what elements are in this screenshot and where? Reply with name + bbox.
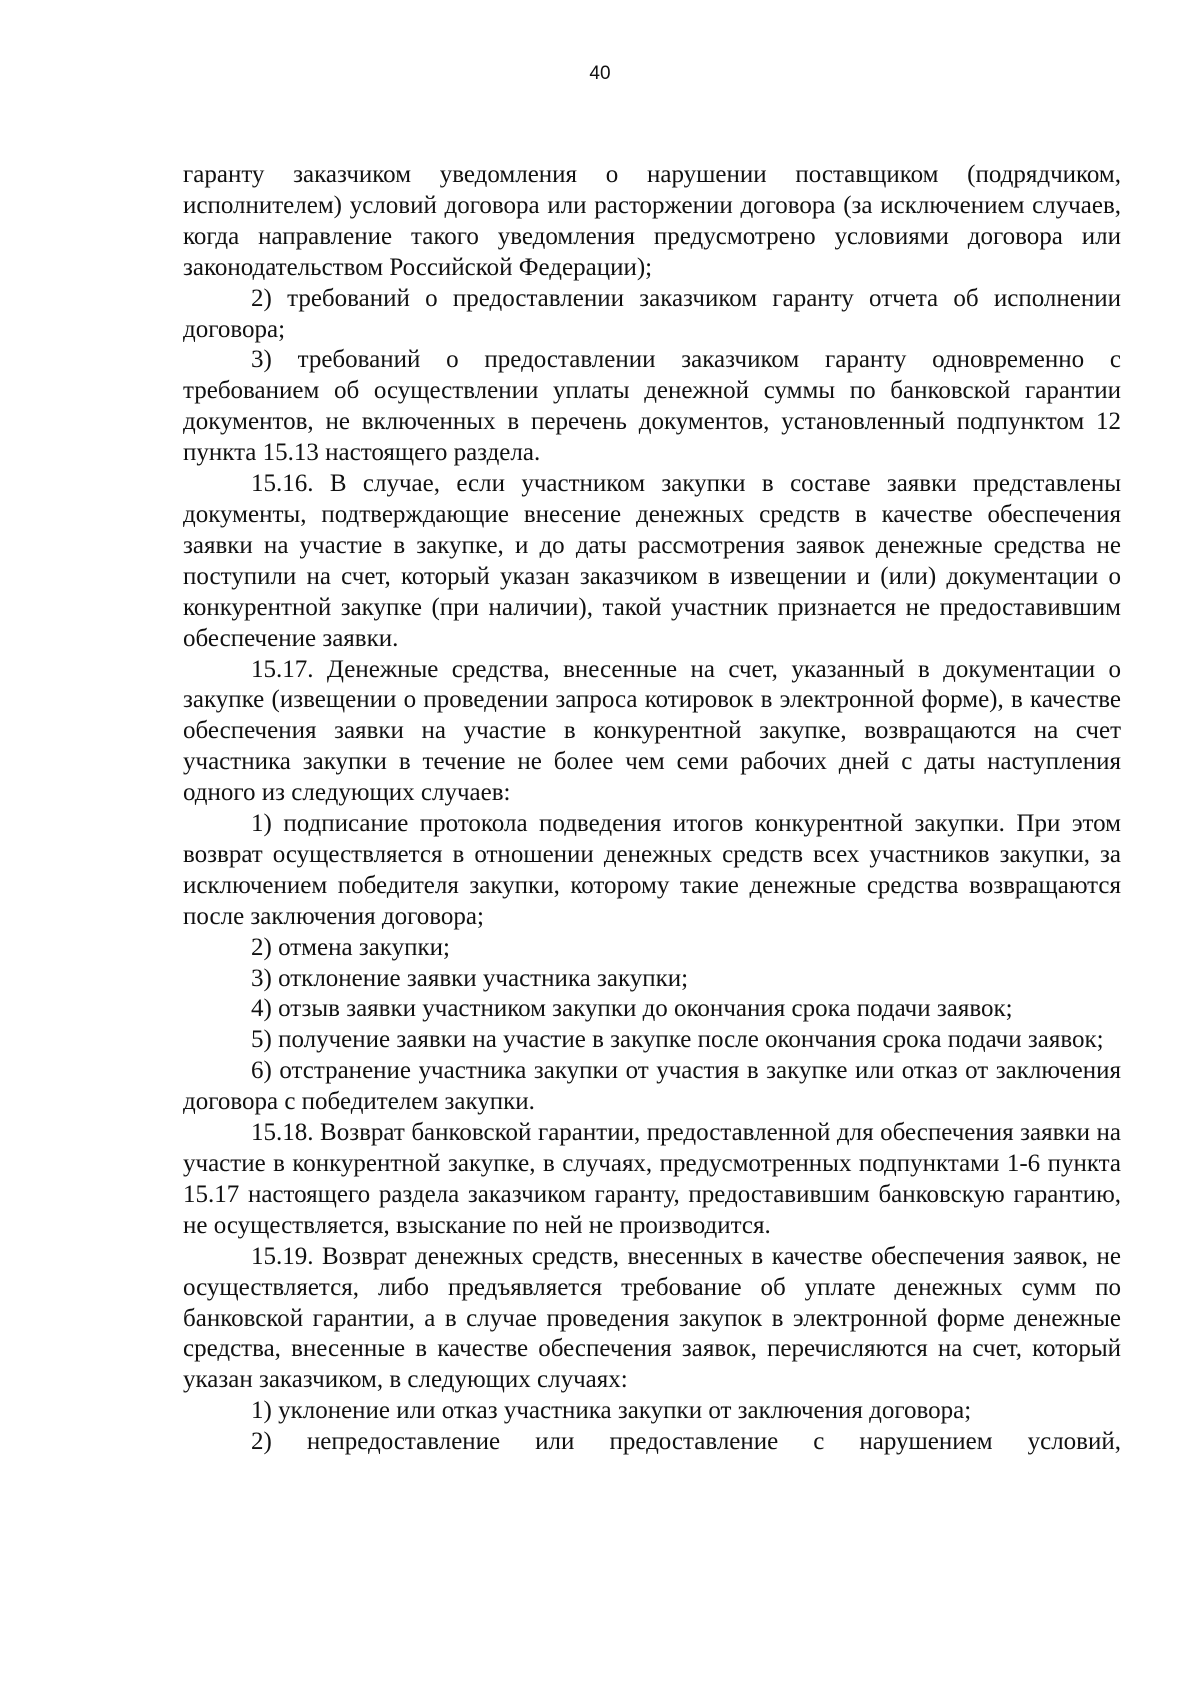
paragraph-15-17-item-6: 6) отстранение участника закупки от участия в закупке или отказ от заключения договора с победителем закупки. xyxy=(183,1057,1121,1116)
paragraph-15-19-item-1: 1) уклонение или отказ участника закупки от заключения договора; xyxy=(251,1397,972,1425)
page-number: 40 xyxy=(589,63,611,84)
paragraph-item-3-documents: 3) требований о предоставлении заказчиком гаранту одновременно с требованием об осуществлении уплаты денежной суммы по банковской гарантии документов, не включенных в перечень документов, установленный подпунктом 12 пункта 15.13 настоящего раздела. xyxy=(183,346,1121,467)
paragraph-15-16: 15.16. В случае, если участником закупки в составе заявки представлены документы, подтверждающие внесение денежных средств в качестве обеспечения заявки на участие в закупке, и до даты рассмотрения заявок денежные средства не поступили на счет, который указан заказчиком в извещении и (или) документации о конкурентной закупке (при наличии), такой участник признается не предоставившим обеспечение заявки. xyxy=(183,470,1121,652)
paragraph-15-19: 15.19. Возврат денежных средств, внесенных в качестве обеспечения заявок, не осуществляется, либо предъявляется требование об уплате денежных сумм по банковской гарантии, а в случае проведения закупок в электронной форме денежные средства, внесенные в качестве обеспечения заявок, перечисляются на счет, который указан заказчиком, в следующих случаях: xyxy=(183,1242,1121,1394)
paragraph-item-2-report: 2) требований о предоставлении заказчиком гаранту отчета об исполнении договора; xyxy=(183,284,1121,343)
paragraph-15-17: 15.17. Денежные средства, внесенные на счет, указанный в документации о закупке (извещении о проведении запроса котировок в электронной форме), в качестве обеспечения заявки на участие в конкурентной закупке, возвращаются на счет участника закупки в течение не более чем семи рабочих дней с даты наступления одного из следующих случаев: xyxy=(183,655,1121,807)
paragraph-15-17-item-3: 3) отклонение заявки участника закупки; xyxy=(251,964,689,992)
paragraph-15-18: 15.18. Возврат банковской гарантии, предоставленной для обеспечения заявки на участие в конкурентной закупке, в случаях, предусмотренных подпунктами 1-6 пункта 15.17 настоящего раздела заказчиком гаранту, предоставившим банковскую гарантию, не осуществляется, взыскание по ней не производится. xyxy=(183,1119,1121,1239)
paragraph-15-17-item-1: 1) подписание протокола подведения итогов конкурентной закупки. При этом возврат осуществляется в отношении денежных средств всех участников закупки, за исключением победителя закупки, которому такие денежные средства возвращаются после заключения договора; xyxy=(183,810,1121,930)
document-body xyxy=(183,160,1121,1458)
paragraph-continuation: гаранту заказчиком уведомления о нарушении поставщиком (подрядчиком, исполнителем) условий договора или расторжении договора (за исключением случаев, когда направление такого уведомления предусмотрено условиями договора или законодательством Российской Федерации); xyxy=(183,161,1121,281)
paragraph-15-17-item-5: 5) получение заявки на участие в закупке после окончания срока подачи заявок; xyxy=(251,1026,1104,1054)
paragraph-15-19-item-2: 2) непредоставление или предоставление с нарушением условий, xyxy=(251,1428,1121,1456)
paragraph-15-17-item-2: 2) отмена закупки; xyxy=(251,933,450,961)
paragraph-15-17-item-4: 4) отзыв заявки участником закупки до окончания срока подачи заявок; xyxy=(251,995,1013,1023)
